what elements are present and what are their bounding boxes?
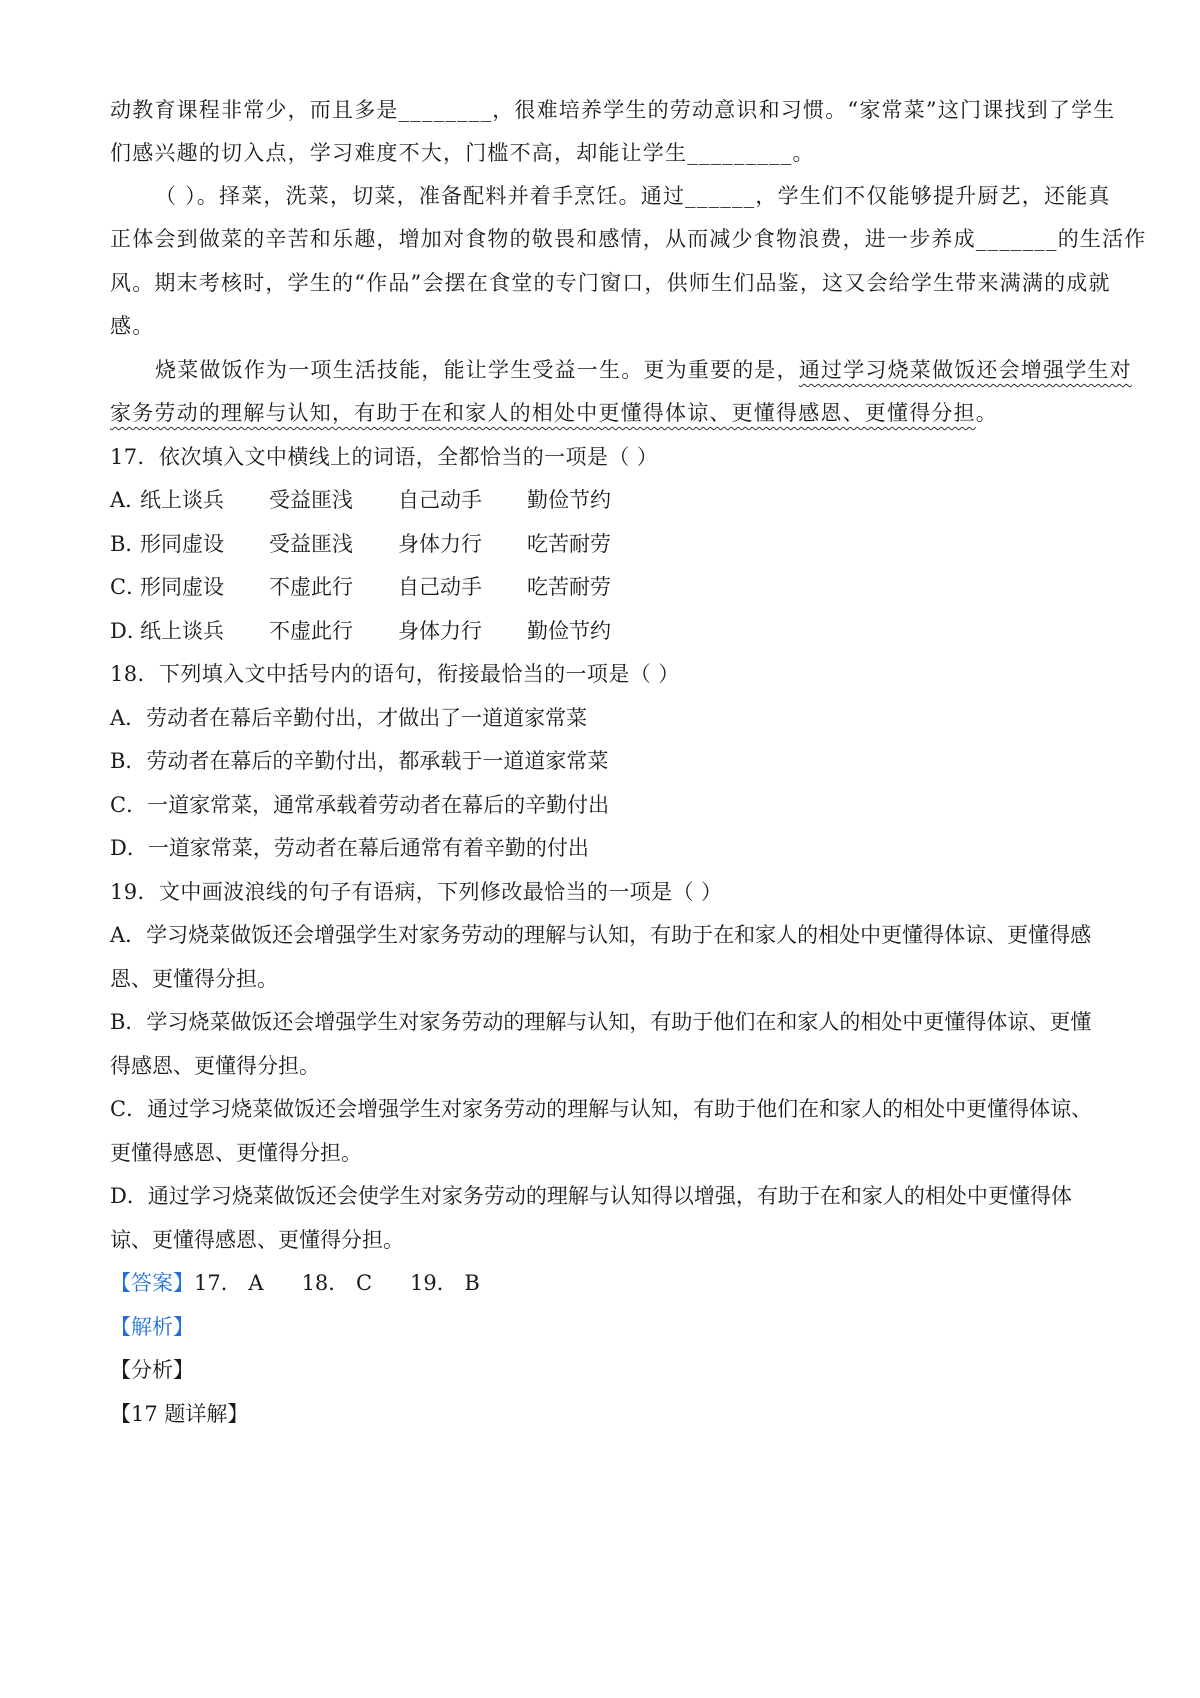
q17-option-word: 身体力行 bbox=[398, 532, 482, 556]
q17-stem: 17．依次填入文中横线上的词语，全都恰当的一项是（ ） bbox=[110, 445, 659, 469]
q17-option-word: 不虚此行 bbox=[269, 575, 353, 599]
q19-option-c-line2: 更懂得感恩、更懂得分担。 bbox=[110, 1141, 362, 1165]
q18-option-c: C．一道家常菜，通常承载着劳动者在幕后的辛勤付出 bbox=[110, 793, 610, 817]
q17-option-word: 自己动手 bbox=[398, 488, 482, 512]
q19-option-b-line1: B．学习烧菜做饭还会增强学生对家务劳动的理解与认知，有助于他们在和家人的相处中更懂得体谅、更懂 bbox=[110, 1010, 1092, 1034]
q17-option-letter: B． bbox=[110, 532, 147, 556]
wavy-sentence-part1: 通过学习烧菜做饭还会增强学生对 bbox=[798, 358, 1132, 382]
q17-option-word: 吃苦耐劳 bbox=[527, 575, 611, 599]
passage-p1-line1: 动教育课程非常少，而且多是________，很难培养学生的劳动意识和习惯。“家常菜”这门课找到了学生 bbox=[110, 98, 1116, 122]
passage-p3-plain: 烧菜做饭作为一项生活技能，能让学生受益一生。更为重要的是， bbox=[155, 358, 799, 382]
answer-18: 18． C bbox=[301, 1271, 373, 1295]
q18-stem: 18．下列填入文中括号内的语句，衔接最恰当的一项是（ ） bbox=[110, 662, 680, 686]
q19-option-a-line2: 恩、更懂得分担。 bbox=[110, 967, 278, 991]
q17-detail-label: 【17 题详解】 bbox=[110, 1402, 249, 1426]
q19-option-d-line1: D．通过学习烧菜做饭还会使学生对家务劳动的理解与认知得以增强，有助于在和家人的相处中更懂得体 bbox=[110, 1184, 1072, 1208]
q17-option-letter: D． bbox=[110, 619, 148, 643]
passage-p3-line1 bbox=[155, 356, 1132, 384]
q17-option-b bbox=[110, 530, 611, 558]
analysis-label: 【解析】 bbox=[110, 1315, 194, 1339]
q17-option-word: 吃苦耐劳 bbox=[527, 532, 611, 556]
q17-option-word: 身体力行 bbox=[398, 619, 482, 643]
answer-19: 19． B bbox=[410, 1271, 480, 1295]
passage-p2-line4: 感。 bbox=[110, 314, 155, 338]
fenxi-label: 【分析】 bbox=[110, 1358, 194, 1382]
q19-stem: 19．文中画波浪线的句子有语病，下列修改最恰当的一项是（ ） bbox=[110, 880, 723, 904]
q17-option-d bbox=[110, 617, 611, 645]
passage-p1-line2: 们感兴趣的切入点，学习难度不大，门槛不高，却能让学生_________。 bbox=[110, 141, 815, 165]
answer-line bbox=[110, 1269, 480, 1297]
q17-option-word: 形同虚设 bbox=[140, 532, 224, 556]
q17-option-word: 不虚此行 bbox=[269, 619, 353, 643]
q18-option-a: A．劳动者在幕后辛勤付出，才做出了一道道家常菜 bbox=[110, 706, 588, 730]
passage-p3-line2 bbox=[110, 399, 998, 427]
q19-option-d-line2: 谅、更懂得感恩、更懂得分担。 bbox=[110, 1228, 404, 1252]
q19-option-b-line2: 得感恩、更懂得分担。 bbox=[110, 1054, 320, 1078]
q17-option-c bbox=[110, 573, 611, 601]
passage-p2-line1: （ ）。择菜，洗菜，切菜，准备配料并着手烹饪。通过______，学生们不仅能够提升厨艺，还能真 bbox=[155, 184, 1111, 208]
q17-option-word: 纸上谈兵 bbox=[140, 619, 224, 643]
q17-option-word: 受益匪浅 bbox=[269, 532, 353, 556]
q17-option-letter: A． bbox=[110, 488, 147, 512]
answer-17: 17． A bbox=[194, 1271, 264, 1295]
passage-p2-line3: 风。期末考核时，学生的“作品”会摆在食堂的专门窗口，供师生们品鉴，这又会给学生带来满满的成就 bbox=[110, 271, 1111, 295]
q17-option-a bbox=[110, 486, 611, 514]
q17-option-word: 自己动手 bbox=[398, 575, 482, 599]
q19-option-a-line1: A．学习烧菜做饭还会增强学生对家务劳动的理解与认知，有助于在和家人的相处中更懂得体谅、更懂得感 bbox=[110, 923, 1092, 947]
q17-option-word: 受益匪浅 bbox=[269, 488, 353, 512]
passage-p2-line2: 正体会到做菜的辛苦和乐趣，增加对食物的敬畏和感情，从而减少食物浪费，进一步养成_______的生活作 bbox=[110, 227, 1147, 251]
q18-option-b: B．劳动者在幕后的辛勤付出，都承载于一道道家常菜 bbox=[110, 749, 609, 773]
passage-p3-end: 。 bbox=[975, 401, 998, 425]
q17-option-letter: C． bbox=[110, 575, 148, 599]
q19-option-c-line1: C．通过学习烧菜做饭还会增强学生对家务劳动的理解与认知，有助于他们在和家人的相处中更懂得体谅、 bbox=[110, 1097, 1093, 1121]
q17-option-word: 勤俭节约 bbox=[527, 488, 611, 512]
wavy-sentence-part2: 家务劳动的理解与认知，有助于在和家人的相处中更懂得体谅、更懂得感恩、更懂得分担 bbox=[110, 401, 976, 425]
q18-option-d: D．一道家常菜，劳动者在幕后通常有着辛勤的付出 bbox=[110, 836, 589, 860]
q17-option-word: 形同虚设 bbox=[140, 575, 224, 599]
q17-option-word: 纸上谈兵 bbox=[140, 488, 224, 512]
answer-label: 【答案】 bbox=[110, 1271, 194, 1295]
q17-option-word: 勤俭节约 bbox=[527, 619, 611, 643]
